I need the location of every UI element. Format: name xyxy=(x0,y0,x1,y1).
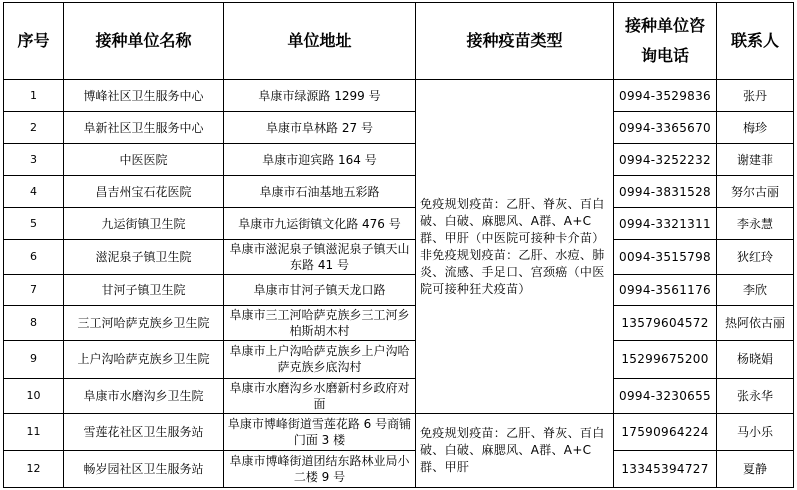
table-row xyxy=(4,80,794,112)
row-number: 2 xyxy=(4,112,64,144)
header-row xyxy=(4,3,794,80)
row-number: 8 xyxy=(4,306,64,341)
row-number: 3 xyxy=(4,144,64,176)
header-contact: 联系人 xyxy=(717,3,794,80)
table-row xyxy=(4,240,794,275)
contact-person: 谢建菲 xyxy=(717,144,794,176)
table-row xyxy=(4,341,794,378)
site-name: 中医医院 xyxy=(64,144,224,176)
contact-person: 梅珍 xyxy=(717,112,794,144)
table-row xyxy=(4,450,794,487)
contact-person: 热阿依古丽 xyxy=(717,306,794,341)
contact-person: 夏静 xyxy=(717,450,794,487)
consult-phone: 0994-3230655 xyxy=(614,378,717,413)
row-number: 12 xyxy=(4,450,64,487)
vaccine-types-text: 非免疫规划疫苗：乙肝、水痘、肺炎、流感、手足口、宫颈癌（中医院可接种狂犬疫苗） xyxy=(420,247,605,296)
site-name: 雪莲花社区卫生服务站 xyxy=(64,413,224,450)
table-row xyxy=(4,306,794,341)
contact-person: 张丹 xyxy=(717,80,794,112)
consult-phone: 0094-3515798 xyxy=(614,240,717,275)
table-row xyxy=(4,413,794,450)
row-number: 1 xyxy=(4,80,64,112)
contact-person: 李永慧 xyxy=(717,208,794,240)
table-row xyxy=(4,378,794,413)
consult-phone: 13579604572 xyxy=(614,306,717,341)
site-name: 三工河哈萨克族乡卫生院 xyxy=(64,306,224,341)
site-address: 阜康市绿源路 1299 号 xyxy=(224,80,416,112)
site-address: 阜康市甘河子镇天龙口路 xyxy=(224,275,416,306)
table-row xyxy=(4,275,794,306)
table-row xyxy=(4,176,794,208)
row-number: 10 xyxy=(4,378,64,413)
consult-phone: 15299675200 xyxy=(614,341,717,378)
row-number: 7 xyxy=(4,275,64,306)
site-address: 阜康市三工河哈萨克族乡三工河乡柏斯胡木村 xyxy=(224,306,416,341)
site-name: 昌吉州宝石花医院 xyxy=(64,176,224,208)
site-address: 阜康市迎宾路 164 号 xyxy=(224,144,416,176)
site-name: 上户沟哈萨克族乡卫生院 xyxy=(64,341,224,378)
consult-phone: 13345394727 xyxy=(614,450,717,487)
contact-person: 张永华 xyxy=(717,378,794,413)
site-name: 九运街镇卫生院 xyxy=(64,208,224,240)
consult-phone: 0994-3321311 xyxy=(614,208,717,240)
vaccine-types-text: 免疫规划疫苗：乙肝、脊灰、百白破、白破、麻腮风、A群、A+C 群、甲肝（中医院可接种卡介苗） xyxy=(420,196,605,245)
contact-person: 杨晓娟 xyxy=(717,341,794,378)
row-number: 11 xyxy=(4,413,64,450)
site-address: 阜康市上户沟哈萨克族乡上户沟哈萨克族乡底沟村 xyxy=(224,341,416,378)
header-phone: 接种单位咨询电话 xyxy=(614,3,717,80)
consult-phone: 0994-3252232 xyxy=(614,144,717,176)
site-address: 阜康市水磨沟乡水磨新村乡政府对面 xyxy=(224,378,416,413)
contact-person: 马小乐 xyxy=(717,413,794,450)
table-row xyxy=(4,144,794,176)
row-number: 6 xyxy=(4,240,64,275)
site-address: 阜康市石油基地五彩路 xyxy=(224,176,416,208)
site-name: 阜新社区卫生服务中心 xyxy=(64,112,224,144)
site-address: 阜康市博峰街道雪莲花路 6 号商铺门面 3 楼 xyxy=(224,413,416,450)
site-name: 阜康市水磨沟乡卫生院 xyxy=(64,378,224,413)
contact-person: 李欣 xyxy=(717,275,794,306)
site-address: 阜康市阜林路 27 号 xyxy=(224,112,416,144)
header-vaccines: 接种疫苗类型 xyxy=(416,3,614,80)
site-name: 滋泥泉子镇卫生院 xyxy=(64,240,224,275)
row-number: 5 xyxy=(4,208,64,240)
vaccine-types-cell xyxy=(416,413,614,487)
site-name: 甘河子镇卫生院 xyxy=(64,275,224,306)
vaccine-types-cell xyxy=(416,80,614,413)
site-address: 阜康市滋泥泉子镇滋泥泉子镇天山东路 41 号 xyxy=(224,240,416,275)
contact-person: 狄红玲 xyxy=(717,240,794,275)
site-address: 阜康市博峰街道团结东路林业局小二楼 9 号 xyxy=(224,450,416,487)
header-name: 接种单位名称 xyxy=(64,3,224,80)
consult-phone: 0994-3831528 xyxy=(614,176,717,208)
header-address: 单位地址 xyxy=(224,3,416,80)
site-name: 博峰社区卫生服务中心 xyxy=(64,80,224,112)
table-row xyxy=(4,208,794,240)
contact-person: 努尔古丽 xyxy=(717,176,794,208)
site-name: 畅岁园社区卫生服务站 xyxy=(64,450,224,487)
row-number: 9 xyxy=(4,341,64,378)
row-number: 4 xyxy=(4,176,64,208)
vaccine-types-text: 免疫规划疫苗：乙肝、脊灰、百白破、白破、麻腮风、A群、A+C群、甲肝 xyxy=(420,425,605,474)
header-no: 序号 xyxy=(4,3,64,80)
table-row xyxy=(4,112,794,144)
consult-phone: 17590964224 xyxy=(614,413,717,450)
vaccination-sites-table xyxy=(3,2,794,488)
consult-phone: 0994-3561176 xyxy=(614,275,717,306)
consult-phone: 0994-3365670 xyxy=(614,112,717,144)
consult-phone: 0994-3529836 xyxy=(614,80,717,112)
site-address: 阜康市九运街镇文化路 476 号 xyxy=(224,208,416,240)
